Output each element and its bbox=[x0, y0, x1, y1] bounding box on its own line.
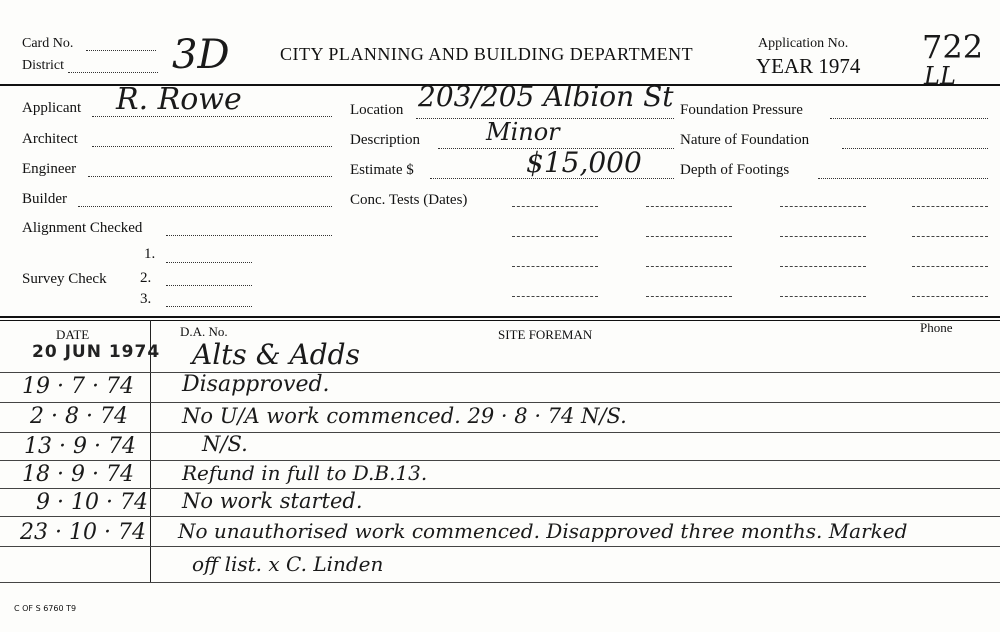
conc-tests-label: Conc. Tests (Dates) bbox=[350, 192, 468, 208]
log-row-line bbox=[0, 516, 1000, 517]
log-entry-date: 13 · 9 · 74 bbox=[24, 434, 136, 459]
conc-test-slot bbox=[912, 296, 988, 297]
log-row-line bbox=[0, 488, 1000, 489]
engineer-label: Engineer bbox=[22, 161, 77, 177]
survey-dotline-3 bbox=[166, 306, 252, 307]
log-header-site-foreman: SITE FOREMAN bbox=[498, 327, 593, 342]
alignment-dotline bbox=[166, 235, 332, 236]
survey-dotline-2 bbox=[166, 285, 252, 286]
location-value: 203/205 Albion St bbox=[418, 80, 674, 113]
description-label: Description bbox=[350, 132, 420, 148]
depth-dotline bbox=[818, 178, 988, 179]
log-header-date: DATE bbox=[56, 327, 90, 342]
estimate-value: $15,000 bbox=[526, 146, 642, 179]
log-row-line bbox=[0, 432, 1000, 433]
application-no-value: 722 bbox=[922, 28, 984, 66]
log-row-line bbox=[0, 372, 1000, 373]
conc-test-slot bbox=[646, 296, 732, 297]
conc-test-slot bbox=[912, 206, 988, 207]
application-no-label: Application No. bbox=[758, 36, 849, 51]
builder-label: Builder bbox=[22, 191, 67, 207]
builder-dotline bbox=[78, 206, 332, 207]
district-label: District bbox=[22, 58, 64, 73]
survey-item-2: 2. bbox=[140, 270, 152, 286]
log-entry-text: Refund in full to D.B.13. bbox=[182, 461, 428, 485]
conc-test-slot bbox=[912, 266, 988, 267]
conc-test-slot bbox=[780, 206, 866, 207]
foundation-pressure-dotline bbox=[830, 118, 988, 119]
log-entry-text: No work started. bbox=[182, 489, 363, 513]
estimate-label: Estimate $ bbox=[350, 162, 414, 178]
foundation-pressure-label: Foundation Pressure bbox=[680, 102, 803, 118]
conc-test-slot bbox=[512, 236, 598, 237]
log-entry-text: Disapproved. bbox=[182, 372, 330, 397]
log-entry-date: 18 · 9 · 74 bbox=[22, 462, 134, 487]
card-no-dotline bbox=[86, 50, 156, 51]
log-entry-date: 19 · 7 · 74 bbox=[22, 374, 134, 399]
nature-of-foundation-label: Nature of Foundation bbox=[680, 132, 810, 148]
log-row-line bbox=[0, 546, 1000, 547]
log-entry-text: Alts & Adds bbox=[192, 338, 360, 371]
district-dotline bbox=[68, 72, 158, 73]
alignment-label: Alignment Checked bbox=[22, 220, 143, 236]
log-row-line bbox=[0, 582, 1000, 583]
log-entry-date: 23 · 10 · 74 bbox=[20, 520, 146, 545]
conc-test-slot bbox=[780, 296, 866, 297]
log-entry-text: N/S. bbox=[202, 432, 248, 456]
conc-test-slot bbox=[646, 206, 732, 207]
conc-test-slot bbox=[512, 206, 598, 207]
log-header-phone: Phone bbox=[920, 320, 953, 335]
card-no-value: 3D bbox=[172, 32, 230, 78]
card-no-label: Card No. bbox=[22, 36, 74, 51]
applicant-label: Applicant bbox=[22, 100, 82, 116]
log-entry-text: No U/A work commenced. 29 · 8 · 74 N/S. bbox=[182, 404, 627, 428]
conc-test-slot bbox=[780, 236, 866, 237]
survey-label: Survey Check bbox=[22, 271, 107, 287]
applicant-value: R. Rowe bbox=[116, 82, 242, 117]
description-value: Minor bbox=[486, 118, 560, 146]
survey-dotline-1 bbox=[166, 262, 252, 263]
log-entry-text: off list. x C. Linden bbox=[192, 552, 384, 576]
log-row-line bbox=[0, 460, 1000, 461]
conc-test-slot bbox=[646, 236, 732, 237]
log-header-da-no: D.A. No. bbox=[180, 324, 228, 339]
log-top-rule bbox=[0, 316, 1000, 318]
conc-test-slot bbox=[912, 236, 988, 237]
log-entry-text: No unauthorised work commenced. Disapproved three months. Marked bbox=[178, 519, 908, 543]
form-code: C OF S 6760 T9 bbox=[14, 604, 77, 613]
survey-item-3: 3. bbox=[140, 291, 152, 307]
log-entry-date: 20 JUN 1974 bbox=[32, 342, 161, 362]
engineer-dotline bbox=[88, 176, 332, 177]
log-row-line bbox=[0, 402, 1000, 403]
conc-test-slot bbox=[512, 266, 598, 267]
conc-test-slot bbox=[780, 266, 866, 267]
depth-of-footings-label: Depth of Footings bbox=[680, 162, 790, 178]
location-label: Location bbox=[350, 102, 404, 118]
department-title: CITY PLANNING AND BUILDING DEPARTMENT bbox=[280, 44, 694, 64]
year-label: YEAR 1974 bbox=[756, 54, 861, 78]
nature-dotline bbox=[842, 148, 988, 149]
conc-test-slot bbox=[512, 296, 598, 297]
initials: LL bbox=[924, 62, 956, 90]
log-entry-date: 2 · 8 · 74 bbox=[30, 404, 128, 429]
architect-label: Architect bbox=[22, 131, 78, 147]
conc-test-slot bbox=[646, 266, 732, 267]
survey-item-1: 1. bbox=[144, 246, 156, 262]
architect-dotline bbox=[92, 146, 332, 147]
log-entry-date: 9 · 10 · 74 bbox=[36, 490, 148, 515]
